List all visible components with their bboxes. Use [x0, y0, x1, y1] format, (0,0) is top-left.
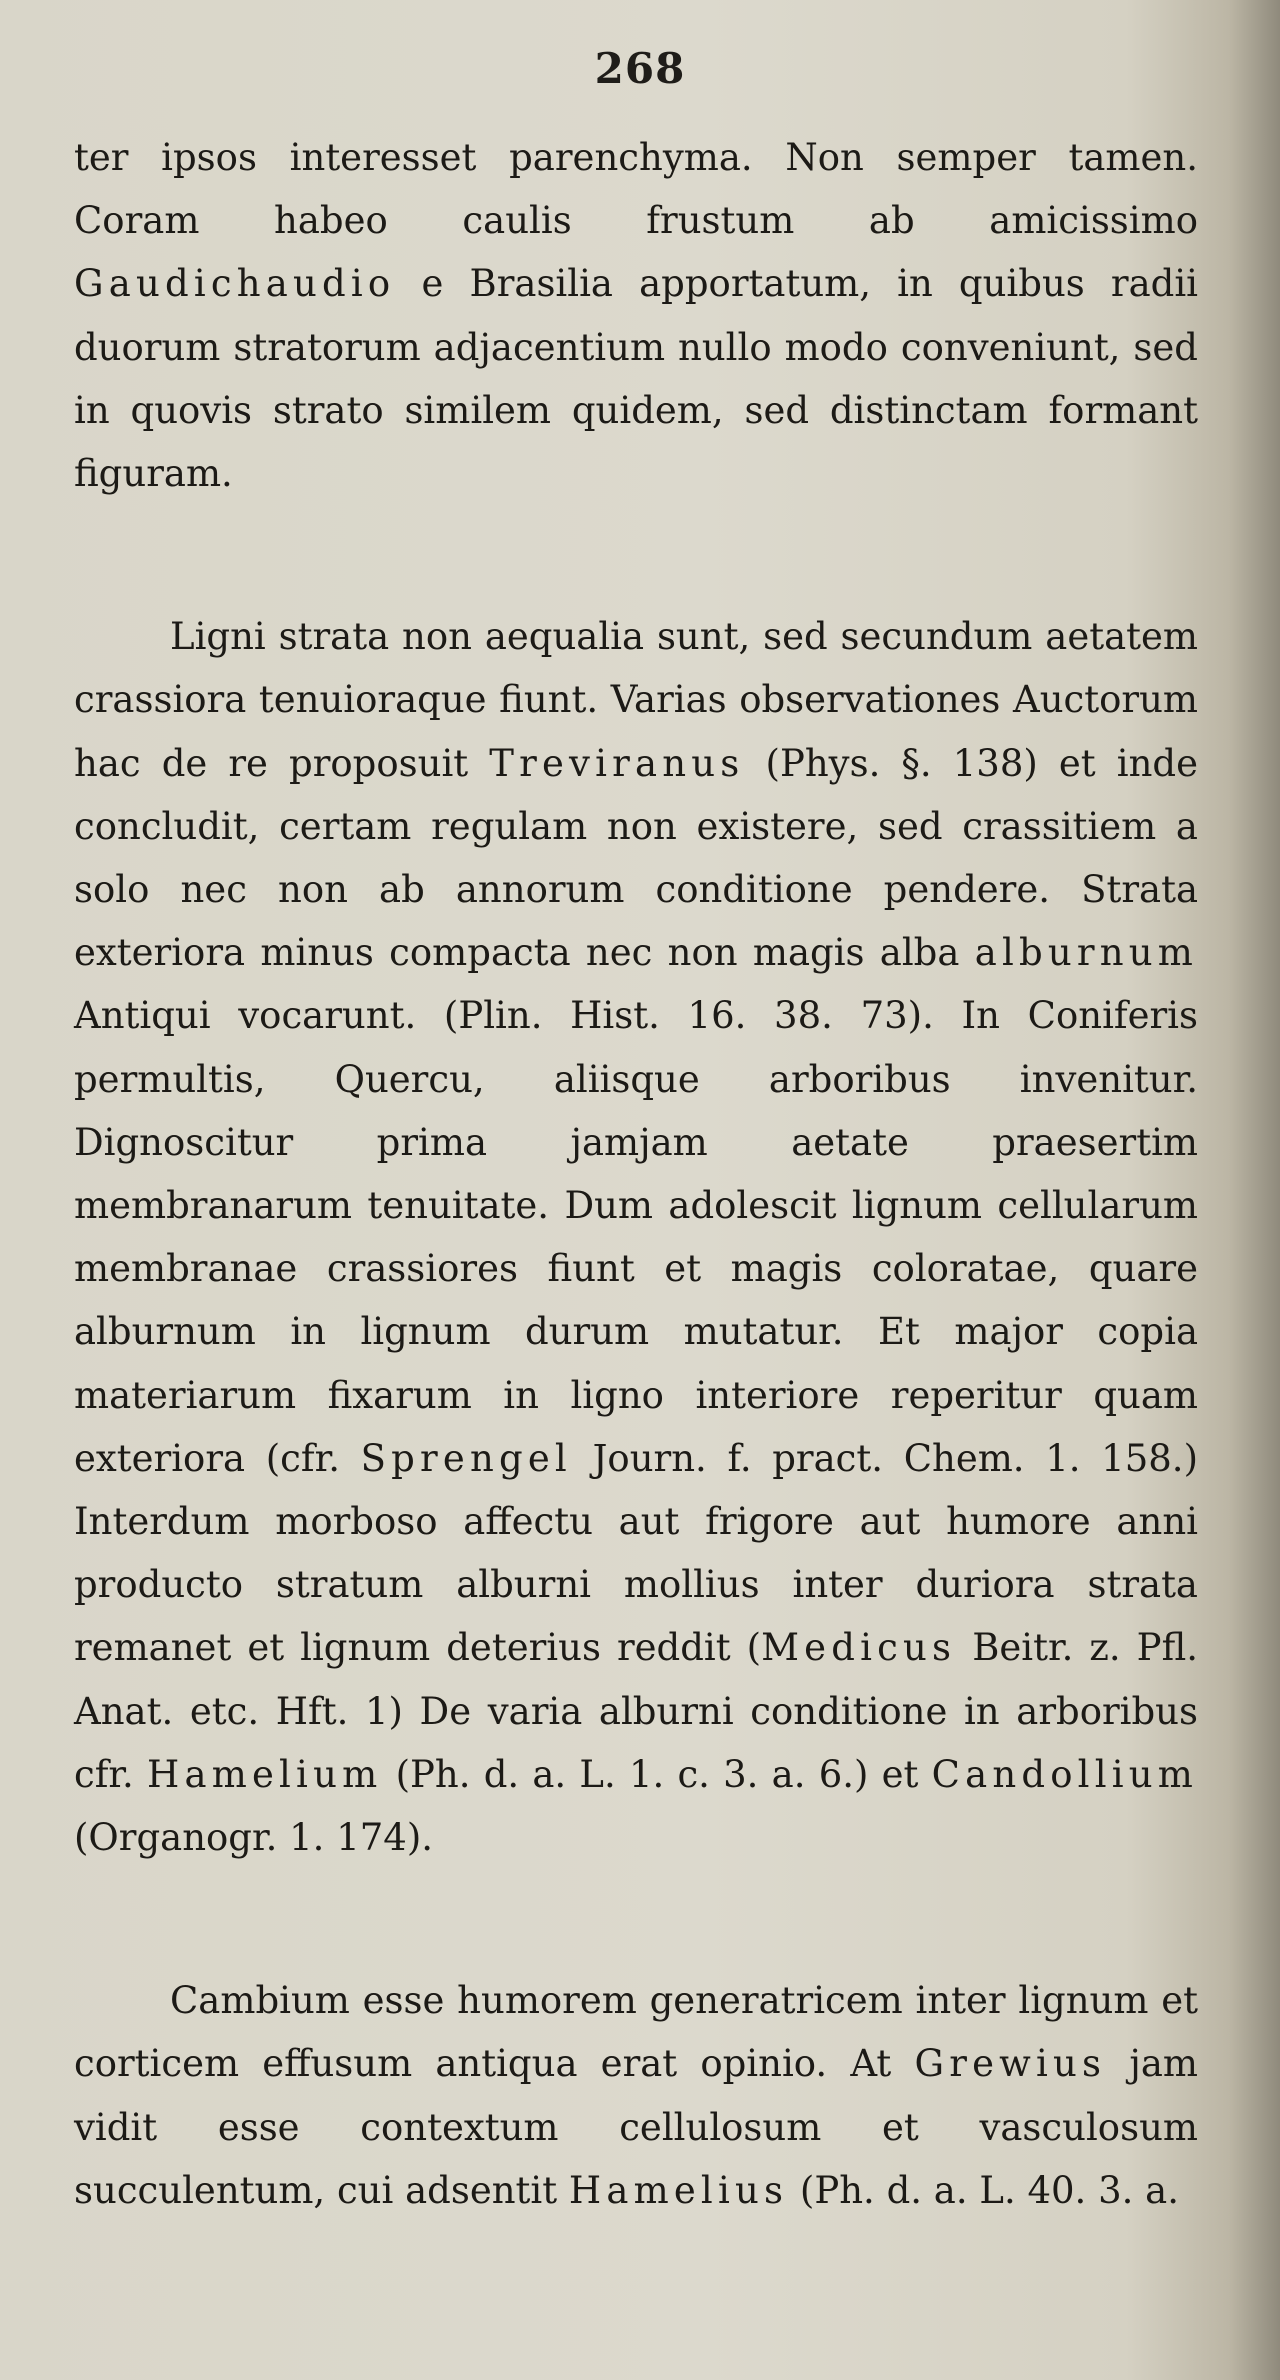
paragraph-2: [74, 605, 1198, 1869]
text-run: (Organogr. 1. 174).: [74, 1816, 434, 1860]
emphasized-term: alburnum: [974, 931, 1198, 975]
text-run: Antiqui vocarunt. (Plin. Hist. 16. 38. 73). In Coniferis permultis, Quercu, aliisque arboribus invenitur. Dignoscitur prima jamjam aetate praesertim membranarum tenuitate. Dum adolescit lignum cellularum membranae crassiores fiunt et magis coloratae, quare alburnum in lignum durum mutatur. Et major copia materiarum fixarum in ligno interiore reperitur quam exteriora (cfr.: [74, 994, 1198, 1480]
text-run: Cambium esse humorem generatricem inter lignum et corticem effusum antiqua erat opinio. At: [74, 1979, 1198, 2086]
paragraph-3: [74, 1969, 1198, 2222]
author-name: Grewius: [914, 2042, 1107, 2086]
author-name: Hamelium: [147, 1752, 383, 1796]
page-text: [74, 126, 1198, 2222]
text-run: e Brasilia apportatum, in quibus radii duorum stratorum adjacentium nullo modo conveniunt, sed in quovis strato similem quidem, sed distinctam formant figuram.: [74, 262, 1198, 496]
paragraph-1: [74, 126, 1198, 505]
text-run: (Ph. d. a. L. 40. 3. a.: [788, 2168, 1179, 2212]
text-run: Beitr. z. Pfl. Anat. etc. Hft. 1) De varia alburni conditione in arboribus cfr.: [74, 1626, 1199, 1796]
author-name: Sprengel: [360, 1436, 572, 1480]
text-run: (Phys. §. 138) et inde concludit, certam regulam non existere, sed crassitiem a solo nec non ab annorum conditione pendere. Strata exteriora minus compacta nec non magis alba: [74, 741, 1198, 975]
text-run: (Ph. d. a. L. 1. c. 3. a. 6.) et: [382, 1752, 932, 1796]
page-number: 268: [594, 44, 686, 93]
author-name: Hamelius: [568, 2168, 789, 2212]
text-run: Journ. f. pract. Chem. 1. 158.) Interdum morboso affectu aut frigore aut humore anni producto stratum alburni mollius inter duriora strata remanet et lignum deterius reddit (: [74, 1436, 1198, 1670]
author-name: Gaudichaudio: [74, 262, 396, 306]
author-name: Treviranus: [489, 741, 745, 785]
text-run: jam vidit esse contextum cellulosum et vasculosum succulentum, cui adsentit: [74, 2042, 1198, 2212]
text-run: Ligni strata non aequalia sunt, sed secundum aetatem crassiora tenuioraque fiunt. Varias observationes Auctorum hac de re proposuit: [74, 615, 1198, 785]
author-name: Candollium: [931, 1752, 1198, 1796]
author-name: Medicus: [761, 1626, 957, 1670]
text-run: ter ipsos interesset parenchyma. Non semper tamen. Coram habeo caulis frustum ab amicissimo: [74, 136, 1198, 243]
